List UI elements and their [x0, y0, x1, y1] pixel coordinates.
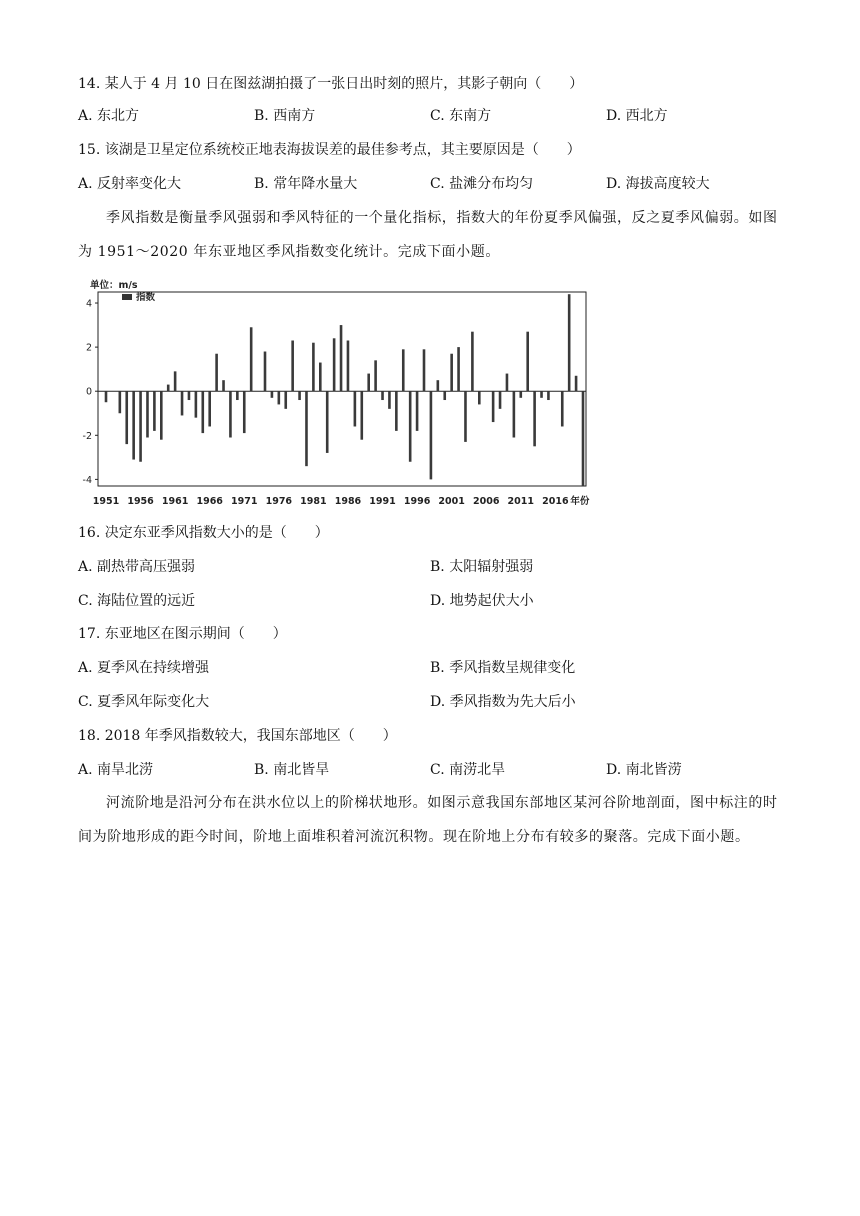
y-tick-label: -4 — [82, 474, 92, 486]
bar-1978 — [291, 341, 294, 392]
question-15-option-c[interactable]: C. 盐滩分布均匀 — [430, 176, 534, 192]
bar-1983 — [326, 391, 329, 453]
bar-2003 — [464, 391, 467, 442]
bar-1995 — [409, 391, 412, 462]
bar-2002 — [457, 347, 460, 391]
bar-1966 — [208, 391, 211, 426]
x-tick-label: 1961 — [161, 496, 189, 507]
bar-1986 — [347, 341, 350, 392]
question-16-option-a[interactable]: A. 副热带高压强弱 — [78, 559, 196, 575]
bar-1972 — [250, 327, 253, 391]
bar-1967 — [215, 354, 218, 391]
x-tick-label: 1996 — [403, 496, 431, 507]
question-14-option-c[interactable]: C. 东南方 — [430, 108, 492, 124]
x-tick-label: 2001 — [438, 496, 465, 507]
question-16-option-d[interactable]: D. 地势起伏大小 — [430, 593, 534, 609]
bar-1960 — [167, 385, 170, 392]
bar-1962 — [181, 391, 184, 415]
unit-label: 单位：m/s — [90, 280, 138, 291]
bar-1961 — [174, 371, 177, 391]
x-tick-label: 1991 — [369, 496, 396, 507]
question-14-option-d[interactable]: D. 西北方 — [606, 108, 668, 124]
bar-1958 — [153, 391, 156, 431]
x-axis-suffix-label: 年份 — [570, 496, 590, 507]
x-tick-label: 1986 — [334, 496, 362, 507]
bar-2005 — [478, 391, 481, 404]
bar-1981 — [312, 343, 315, 392]
y-tick-label: -2 — [82, 430, 92, 442]
question-17-option-a[interactable]: A. 夏季风在持续增强 — [78, 660, 210, 676]
bar-2018 — [568, 294, 571, 391]
x-tick-label: 2016 — [542, 496, 569, 507]
bar-1974 — [264, 352, 267, 392]
question-15-option-b[interactable]: B. 常年降水量大 — [254, 176, 358, 192]
bar-1985 — [340, 325, 343, 391]
bar-2008 — [499, 391, 502, 409]
bar-1994 — [402, 349, 405, 391]
x-tick-label: 1951 — [92, 496, 120, 507]
question-15-stem: 15. 该湖是卫星定位系统校正地表海拔误差的最佳参考点，其主要原因是（ ） — [78, 142, 581, 158]
bar-1955 — [132, 391, 135, 459]
bar-1951 — [105, 391, 108, 402]
bar-2017 — [561, 391, 564, 426]
bar-2004 — [471, 332, 474, 392]
question-14-option-b[interactable]: B. 西南方 — [254, 108, 316, 124]
x-tick-label: 1971 — [231, 496, 258, 507]
bar-1970 — [236, 391, 239, 400]
bar-1953 — [119, 391, 122, 413]
bar-2015 — [547, 391, 550, 400]
bar-1965 — [201, 391, 204, 433]
bar-1990 — [374, 360, 377, 391]
question-17-stem: 17. 东亚地区在图示期间（ ） — [78, 626, 287, 642]
question-17-option-c[interactable]: C. 夏季风年际变化大 — [78, 694, 210, 710]
bar-1987 — [354, 391, 357, 426]
question-17-option-b[interactable]: B. 季风指数呈规律变化 — [430, 660, 576, 676]
question-15-option-d[interactable]: D. 海拔高度较大 — [606, 176, 710, 192]
bar-1996 — [416, 391, 419, 431]
bar-1954 — [125, 391, 128, 444]
bar-1991 — [381, 391, 384, 400]
monsoon-index-chart — [78, 275, 593, 515]
bar-1992 — [388, 391, 391, 409]
question-17-option-d[interactable]: D. 季风指数为先大后小 — [430, 694, 576, 710]
bar-1998 — [430, 391, 433, 479]
legend-swatch — [122, 294, 132, 300]
bar-2013 — [533, 391, 536, 446]
x-tick-label: 1976 — [265, 496, 293, 507]
question-16-option-c[interactable]: C. 海陆位置的远近 — [78, 593, 196, 609]
question-14-option-a[interactable]: A. 东北方 — [78, 108, 140, 124]
bar-1969 — [229, 391, 232, 437]
question-18-option-a[interactable]: A. 南旱北涝 — [78, 762, 154, 778]
bar-1968 — [222, 380, 225, 391]
question-18-option-c[interactable]: C. 南涝北旱 — [430, 762, 506, 778]
bar-2020 — [582, 391, 585, 486]
bar-1964 — [195, 391, 198, 417]
question-18-stem: 18. 2018 年季风指数较大，我国东部地区（ ） — [78, 728, 397, 744]
y-tick-label: 2 — [85, 342, 92, 354]
bar-2000 — [443, 391, 446, 400]
x-tick-label: 2006 — [472, 496, 500, 507]
y-tick-label: 0 — [85, 386, 92, 398]
bar-1997 — [423, 349, 426, 391]
bar-1988 — [360, 391, 363, 440]
legend-label: 指数 — [136, 292, 156, 303]
bar-1982 — [319, 363, 322, 392]
question-16-option-b[interactable]: B. 太阳辐射强弱 — [430, 559, 534, 575]
question-15-option-a[interactable]: A. 反射率变化大 — [78, 176, 182, 192]
bar-1993 — [395, 391, 398, 431]
bar-2007 — [492, 391, 495, 422]
x-tick-label: 1966 — [196, 496, 223, 507]
y-tick-label: 4 — [85, 298, 92, 310]
river-terrace-intro-paragraph: 河流阶地是沿河分布在洪水位以上的阶梯状地形。如图示意我国东部地区某河谷阶地剖面，图中标注的时间为阶地形成的距今时间，阶地上面堆积着河流沉积物。现在阶地上分布有较多的聚落。完成下面小题。 — [78, 795, 778, 845]
bar-1989 — [367, 374, 370, 392]
bar-2014 — [540, 391, 543, 398]
bar-1957 — [146, 391, 149, 437]
bar-2019 — [575, 376, 578, 391]
bar-1977 — [284, 391, 287, 409]
bar-2010 — [513, 391, 516, 437]
bar-1959 — [160, 391, 163, 440]
bar-1963 — [188, 391, 191, 400]
x-tick-label: 1956 — [127, 496, 154, 507]
question-14-stem: 14. 某人于 4 月 10 日在图兹湖拍摄了一张日出时刻的照片，其影子朝向（ ） — [78, 76, 584, 92]
bar-1980 — [305, 391, 308, 466]
bar-1976 — [278, 391, 281, 404]
x-tick-label: 2011 — [507, 496, 535, 507]
question-18-option-b[interactable]: B. 南北皆旱 — [254, 762, 330, 778]
bar-1979 — [298, 391, 301, 400]
bar-2009 — [506, 374, 509, 392]
bar-2011 — [519, 391, 522, 398]
bar-1999 — [437, 380, 440, 391]
bar-1956 — [139, 391, 142, 462]
bar-1971 — [243, 391, 246, 433]
question-18-option-d[interactable]: D. 南北皆涝 — [606, 762, 682, 778]
monsoon-intro-paragraph: 季风指数是衡量季风强弱和季风特征的一个量化指标，指数大的年份夏季风偏强，反之夏季风偏弱。如图为 1951～2020 年东亚地区季风指数变化统计。完成下面小题。 — [78, 210, 778, 260]
question-16-stem: 16. 决定东亚季风指数大小的是（ ） — [78, 525, 329, 541]
x-tick-label: 1981 — [300, 496, 327, 507]
bar-2012 — [526, 332, 529, 392]
bar-2001 — [450, 354, 453, 391]
bar-1975 — [271, 391, 274, 398]
bar-1984 — [333, 338, 336, 391]
